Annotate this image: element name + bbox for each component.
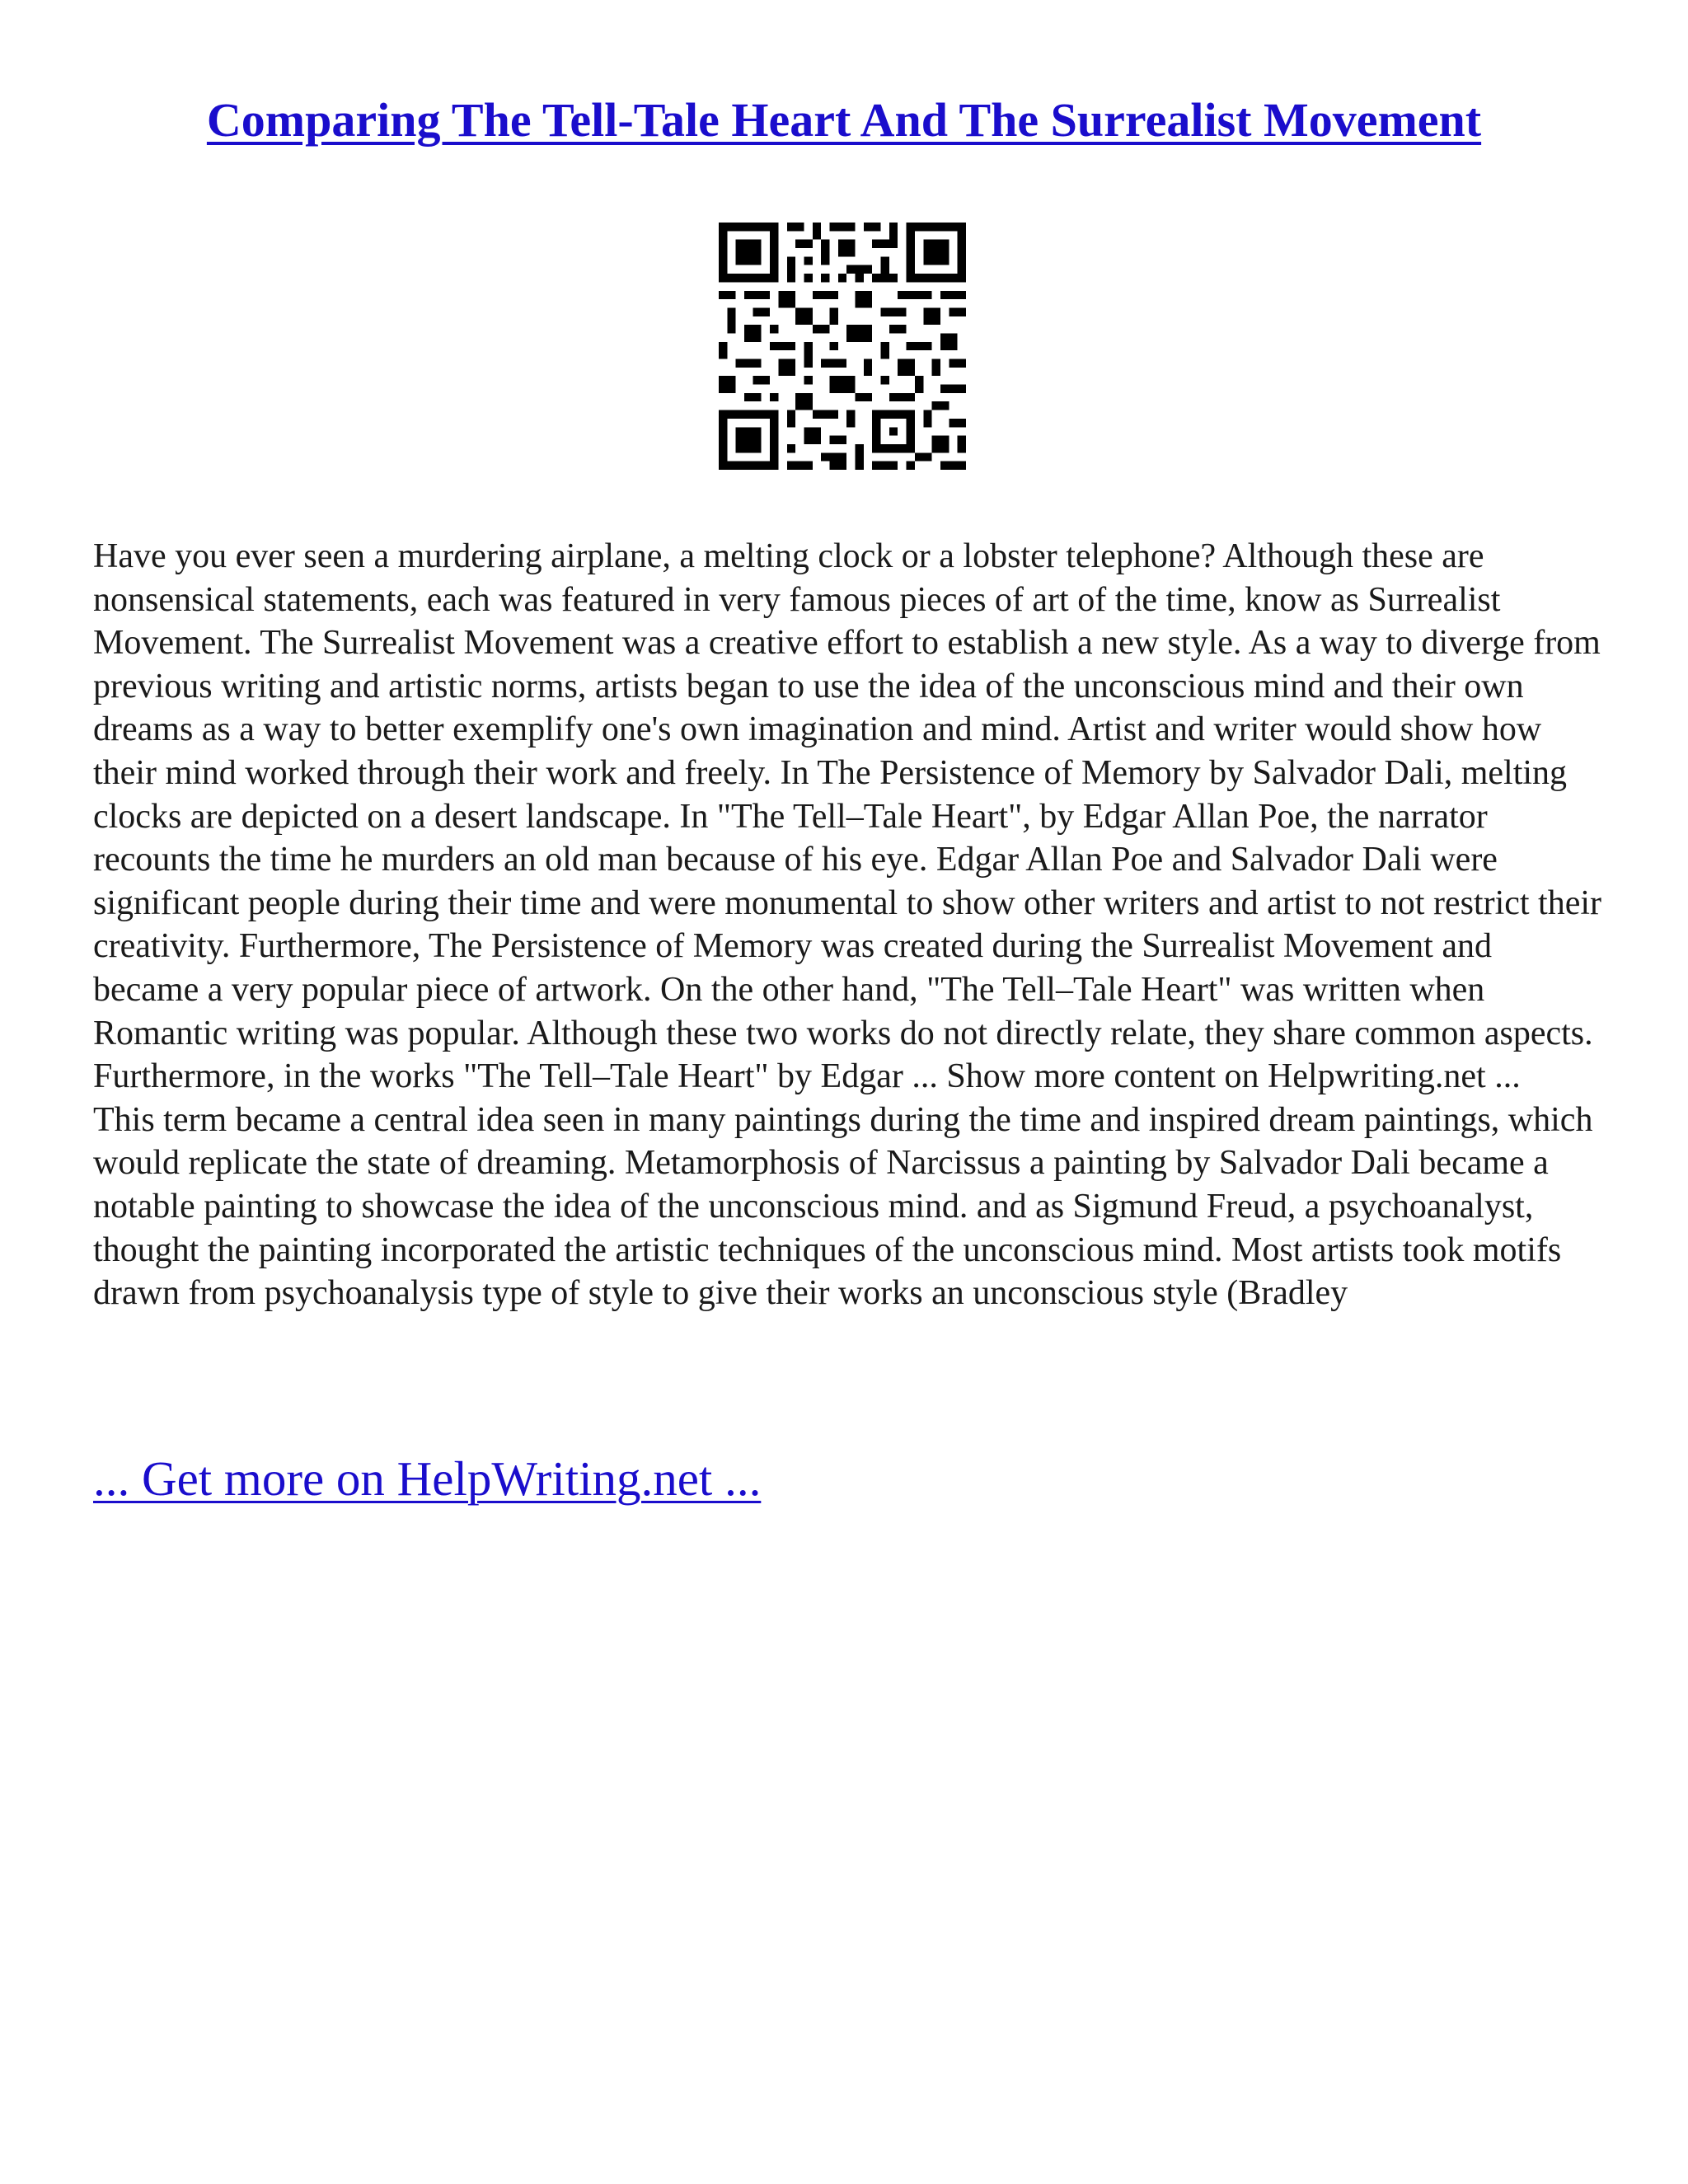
article-paragraph-2: This term became a central idea seen in many paintings during the time and inspired dream paintings, which would replicate the state of dreaming. Metamorphosis of Narcissus a painting by Salvador Dali became a notable painting to showcase the idea of the unconscious mind. and as Sigmund Freud, a psychoanalyst, thought the painting incorporated the artistic techniques of the unconscious mind. Most artists took motifs drawn from psychoanalysis type of style to give their works an unconscious style (Bradley [93,1100,1593,1313]
qr-code [719,223,966,470]
get-more-link[interactable]: ... Get more on HelpWriting.net ... [93,1451,762,1506]
article-paragraph-1: Have you ever seen a murdering airplane, a melting clock or a lobster telephone? Although these are nonsensical statements, each was featured in very famous pieces of art of the time, know as Surrealist Movement. The Surrealist Movement was a creative effort to establish a new style. As a way to diverge from previous writing and artistic norms, artists began to use the idea of the unconscious mind and their own dreams as a way to better exemplify one's own imagination and mind. Artist and writer would show how their mind worked through their work and freely. In The Persistence of Memory by Salvador Dali, melting clocks are depicted on a desert landscape. In "The Tell–Tale Heart", by Edgar Allan Poe, the narrator recounts the time he murders an old man because of his eye. Edgar Allan Poe and Salvador Dali were significant people during their time and were monumental to show other writers and artist to not restrict their creativity. Furthermore, The Persistence of Memory was created during the Surrealist Movement and became a very popular piece of artwork. On the other hand, "The Tell–Tale Heart" was written when Romantic writing was popular. Although these two works do not directly relate, they share common aspects. Furthermore, in the works "The Tell–Tale Heart" by Edgar ... Show more content on Helpwriting.net ... [93,537,1602,1096]
article-body [93,535,1601,1315]
title-link[interactable]: Comparing The Tell-Tale Heart And The Surrealist Movement [206,93,1482,147]
more-link-container [93,1449,761,1508]
page-title [0,87,1688,153]
